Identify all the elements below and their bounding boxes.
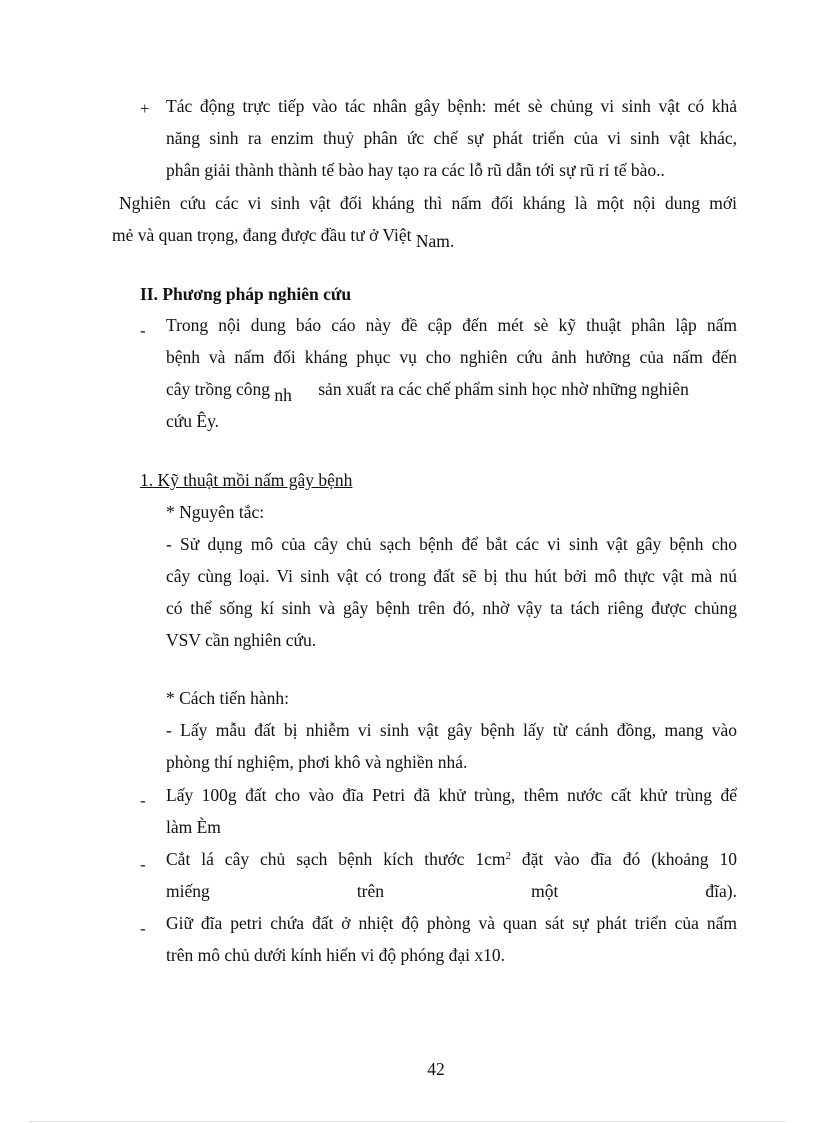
text-line: Tác động trực tiếp vào tác nhân gây bệnh: mét sè chủng vi sinh vật có khả xyxy=(166,96,737,116)
text-line: bệnh và nấm đối kháng phục vụ cho nghiên cứu ảnh hưởng của nấm đến xyxy=(166,347,737,367)
text-line: Trong nội dung báo cáo này đề cập đến mét sè kỹ thuật phân lập nấm xyxy=(166,315,737,335)
text-line: phòng thí nghiệm, phơi khô và nghiền nhá. xyxy=(166,752,468,772)
plus-bullet: + xyxy=(140,99,150,118)
text-span: Cắt lá cây chủ sạch bệnh kích thước 1cm xyxy=(166,849,506,869)
text-line: có thể sống kí sinh và gây bệnh trên đó, nhờ vậy ta tách riêng được chủng xyxy=(166,598,737,618)
text-span: đặt vào đĩa đó (khoảng 10 xyxy=(510,849,737,869)
text-line: trên mô chủ dưới kính hiển vi độ phóng đại x10. xyxy=(166,945,506,965)
text-line: Giữ đĩa petri chứa đất ở nhiệt độ phòng và quan sát sự phát triển của nấm xyxy=(166,913,737,933)
text-line: miếng trên một đĩa). xyxy=(166,881,737,901)
page-number: 42 xyxy=(427,1059,445,1079)
text-line xyxy=(112,224,455,251)
text-line: - Lấy mẫu đất bị nhiễm vi sinh vật gây bệnh lấy từ cánh đồng, mang vào xyxy=(166,720,737,740)
text-span: sản xuất ra các chế phẩm sinh học nhờ những nghiên xyxy=(318,379,689,399)
text-line: VSV cần nghiên cứu. xyxy=(166,630,317,650)
text-line xyxy=(166,848,737,870)
text-line: năng sinh ra enzim thuỷ phân ức chế sự phát triển của vi sinh vật khác, xyxy=(166,128,737,148)
text-line: phân giải thành thành tế bào hay tạo ra các lỗ rũ dẫn tới sự rũ rỉ tế bào.. xyxy=(166,160,665,180)
text-span: cây trồng công xyxy=(166,379,270,399)
dash-bullet: - xyxy=(140,321,146,340)
page-bottom-divider xyxy=(30,1121,786,1122)
text-line: Nghiên cứu các vi sinh vật đối kháng thì nấm đối kháng là một nội dung mới xyxy=(119,193,737,213)
principle-heading: * Nguyên tắc: xyxy=(166,502,265,522)
dash-bullet: - xyxy=(140,791,146,810)
text-span: . xyxy=(449,231,455,251)
section-heading: II. Phương pháp nghiên cứu xyxy=(140,284,352,304)
subsection-heading: 1. Kỹ thuật mồi nấm gây bệnh xyxy=(140,470,353,490)
text-line: cây cùng loại. Vi sinh vật có trong đất sẽ bị thu hút bởi mô thực vật mà nú xyxy=(166,566,737,586)
text-span: mẻ và quan trọng, đang được đầu tư ở Việt xyxy=(112,225,416,245)
procedure-heading: * Cách tiến hành: xyxy=(166,688,289,708)
superscript: 2 xyxy=(505,850,511,862)
text-span: nh xyxy=(274,385,292,405)
dash-bullet: - xyxy=(140,919,146,938)
text-line: - Sử dụng mô của cây chủ sạch bệnh để bắt các vi sinh vật gây bệnh cho xyxy=(166,534,737,554)
text-line: cứu Êy. xyxy=(166,411,220,431)
dash-bullet: - xyxy=(140,855,146,874)
text-line: Lấy 100g đất cho vào đĩa Petri đã khử trùng, thêm nước cất khử trùng để xyxy=(166,785,737,805)
text-span: Nam xyxy=(415,231,450,251)
text-line xyxy=(166,378,689,405)
text-line: làm Èm xyxy=(166,817,221,837)
